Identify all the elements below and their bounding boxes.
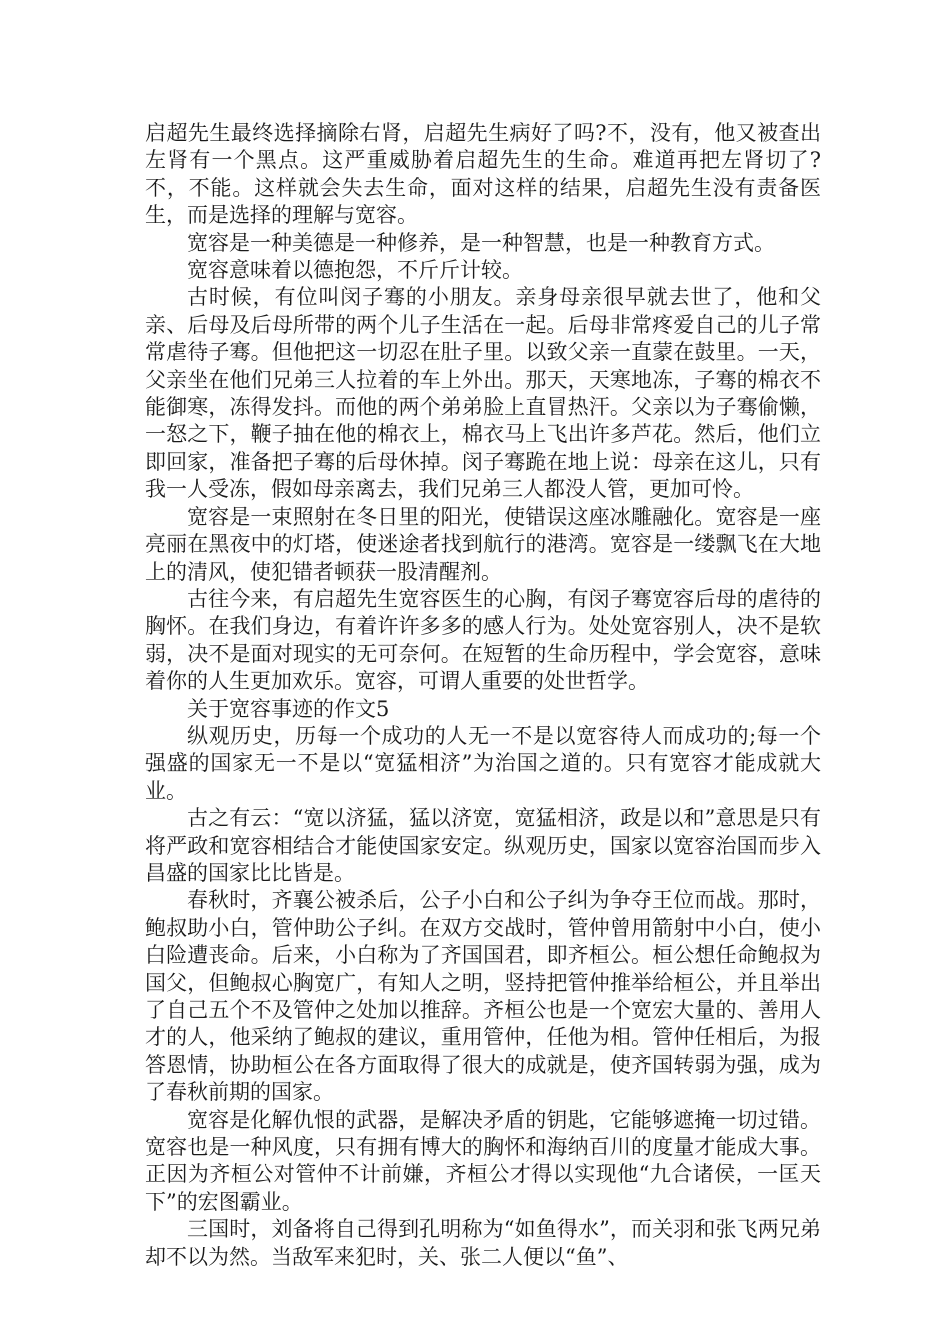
paragraph: 纵观历史，历每一个成功的人无一不是以宽容待人而成功的;每一个强盛的国家无一不是以“宽猛相济”为治国之道的。只有宽容才能成就大业。: [145, 723, 821, 803]
paragraph: 宽容是一束照射在冬日里的阳光，使错误这座冰雕融化。宽容是一座亮丽在黑夜中的灯塔，使迷途者找到航行的港湾。宽容是一缕飘飞在大地上的清风，使犯错者顿获一股清醒剂。: [145, 504, 821, 584]
document-page: [145, 120, 821, 1271]
paragraph: 古时候，有位叫闵子骞的小朋友。亲身母亲很早就去世了，他和父亲、后母及后母所带的两个儿子生活在一起。后母非常疼爱自己的儿子常常虐待子骞。但他把这一切忍在肚子里。以致父亲一直蒙在鼓里。一天，父亲坐在他们兄弟三人拉着的车上外出。那天，天寒地冻，子骞的棉衣不能御寒，冻得发抖。而他的两个弟弟脸上直冒热汗。父亲以为子骞偷懒，一怒之下，鞭子抽在他的棉衣上，棉衣马上飞出许多芦花。然后，他们立即回家，准备把子骞的后母休掉。闵子骞跪在地上说：母亲在这儿，只有我一人受冻，假如母亲离去，我们兄弟三人都没人管，更加可怜。: [145, 285, 821, 502]
section-heading: 关于宽容事迹的作文5: [187, 696, 390, 721]
paragraph: 宽容是一种美德是一种修养，是一种智慧，也是一种教育方式。: [187, 230, 775, 255]
paragraph: 宽容是化解仇恨的武器，是解决矛盾的钥匙，它能够遮掩一切过错。宽容也是一种风度，只有拥有博大的胸怀和海纳百川的度量才能成大事。正因为齐桓公对管仲不计前嫌，齐桓公才得以实现他“九合诸侯，一匡天下”的宏图霸业。: [145, 1107, 821, 1214]
paragraph: 宽容意味着以德抱怨，不斤斤计较。: [187, 258, 523, 283]
paragraph: 三国时，刘备将自己得到孔明称为“如鱼得水”，而关羽和张飞两兄弟却不以为然。当敌军来犯时，关、张二人便以“鱼”、: [145, 1217, 821, 1269]
paragraph: 启超先生最终选择摘除右肾，启超先生病好了吗?不，没有，他又被查出左肾有一个黑点。这严重威胁着启超先生的生命。难道再把左肾切了?不，不能。这样就会失去生命，面对这样的结果，启超先生没有责备医生，而是选择的理解与宽容。: [145, 121, 821, 228]
paragraph: 春秋时，齐襄公被杀后，公子小白和公子纠为争夺王位而战。那时，鲍叔助小白，管仲助公子纠。在双方交战时，管仲曾用箭射中小白，使小白险遭丧命。后来，小白称为了齐国国君，即齐桓公。桓公想任命鲍叔为国父，但鲍叔心胸宽广，有知人之明，竖持把管仲推举给桓公，并且举出了自己五个不及管仲之处加以推辞。齐桓公也是一个宽宏大量的、善用人才的人，他采纳了鲍叔的建议，重用管仲，任他为相。管仲任相后，为报答恩情，协助桓公在各方面取得了很大的成就是，使齐国转弱为强，成为了春秋前期的国家。: [145, 888, 821, 1105]
paragraph: 古往今来，有启超先生宽容医生的心胸，有闵子骞宽容后母的虐待的胸怀。在我们身边，有着许许多多的感人行为。处处宽容别人，决不是软弱，决不是面对现实的无可奈何。在短暂的生命历程中，学会宽容，意味着你的人生更加欢乐。宽容，可谓人重要的处世哲学。: [145, 586, 821, 694]
paragraph: 古之有云：“宽以济猛，猛以济宽，宽猛相济，政是以和”意思是只有将严政和宽容相结合才能使国家安定。纵观历史，国家以宽容治国而步入昌盛的国家比比皆是。: [145, 806, 821, 885]
